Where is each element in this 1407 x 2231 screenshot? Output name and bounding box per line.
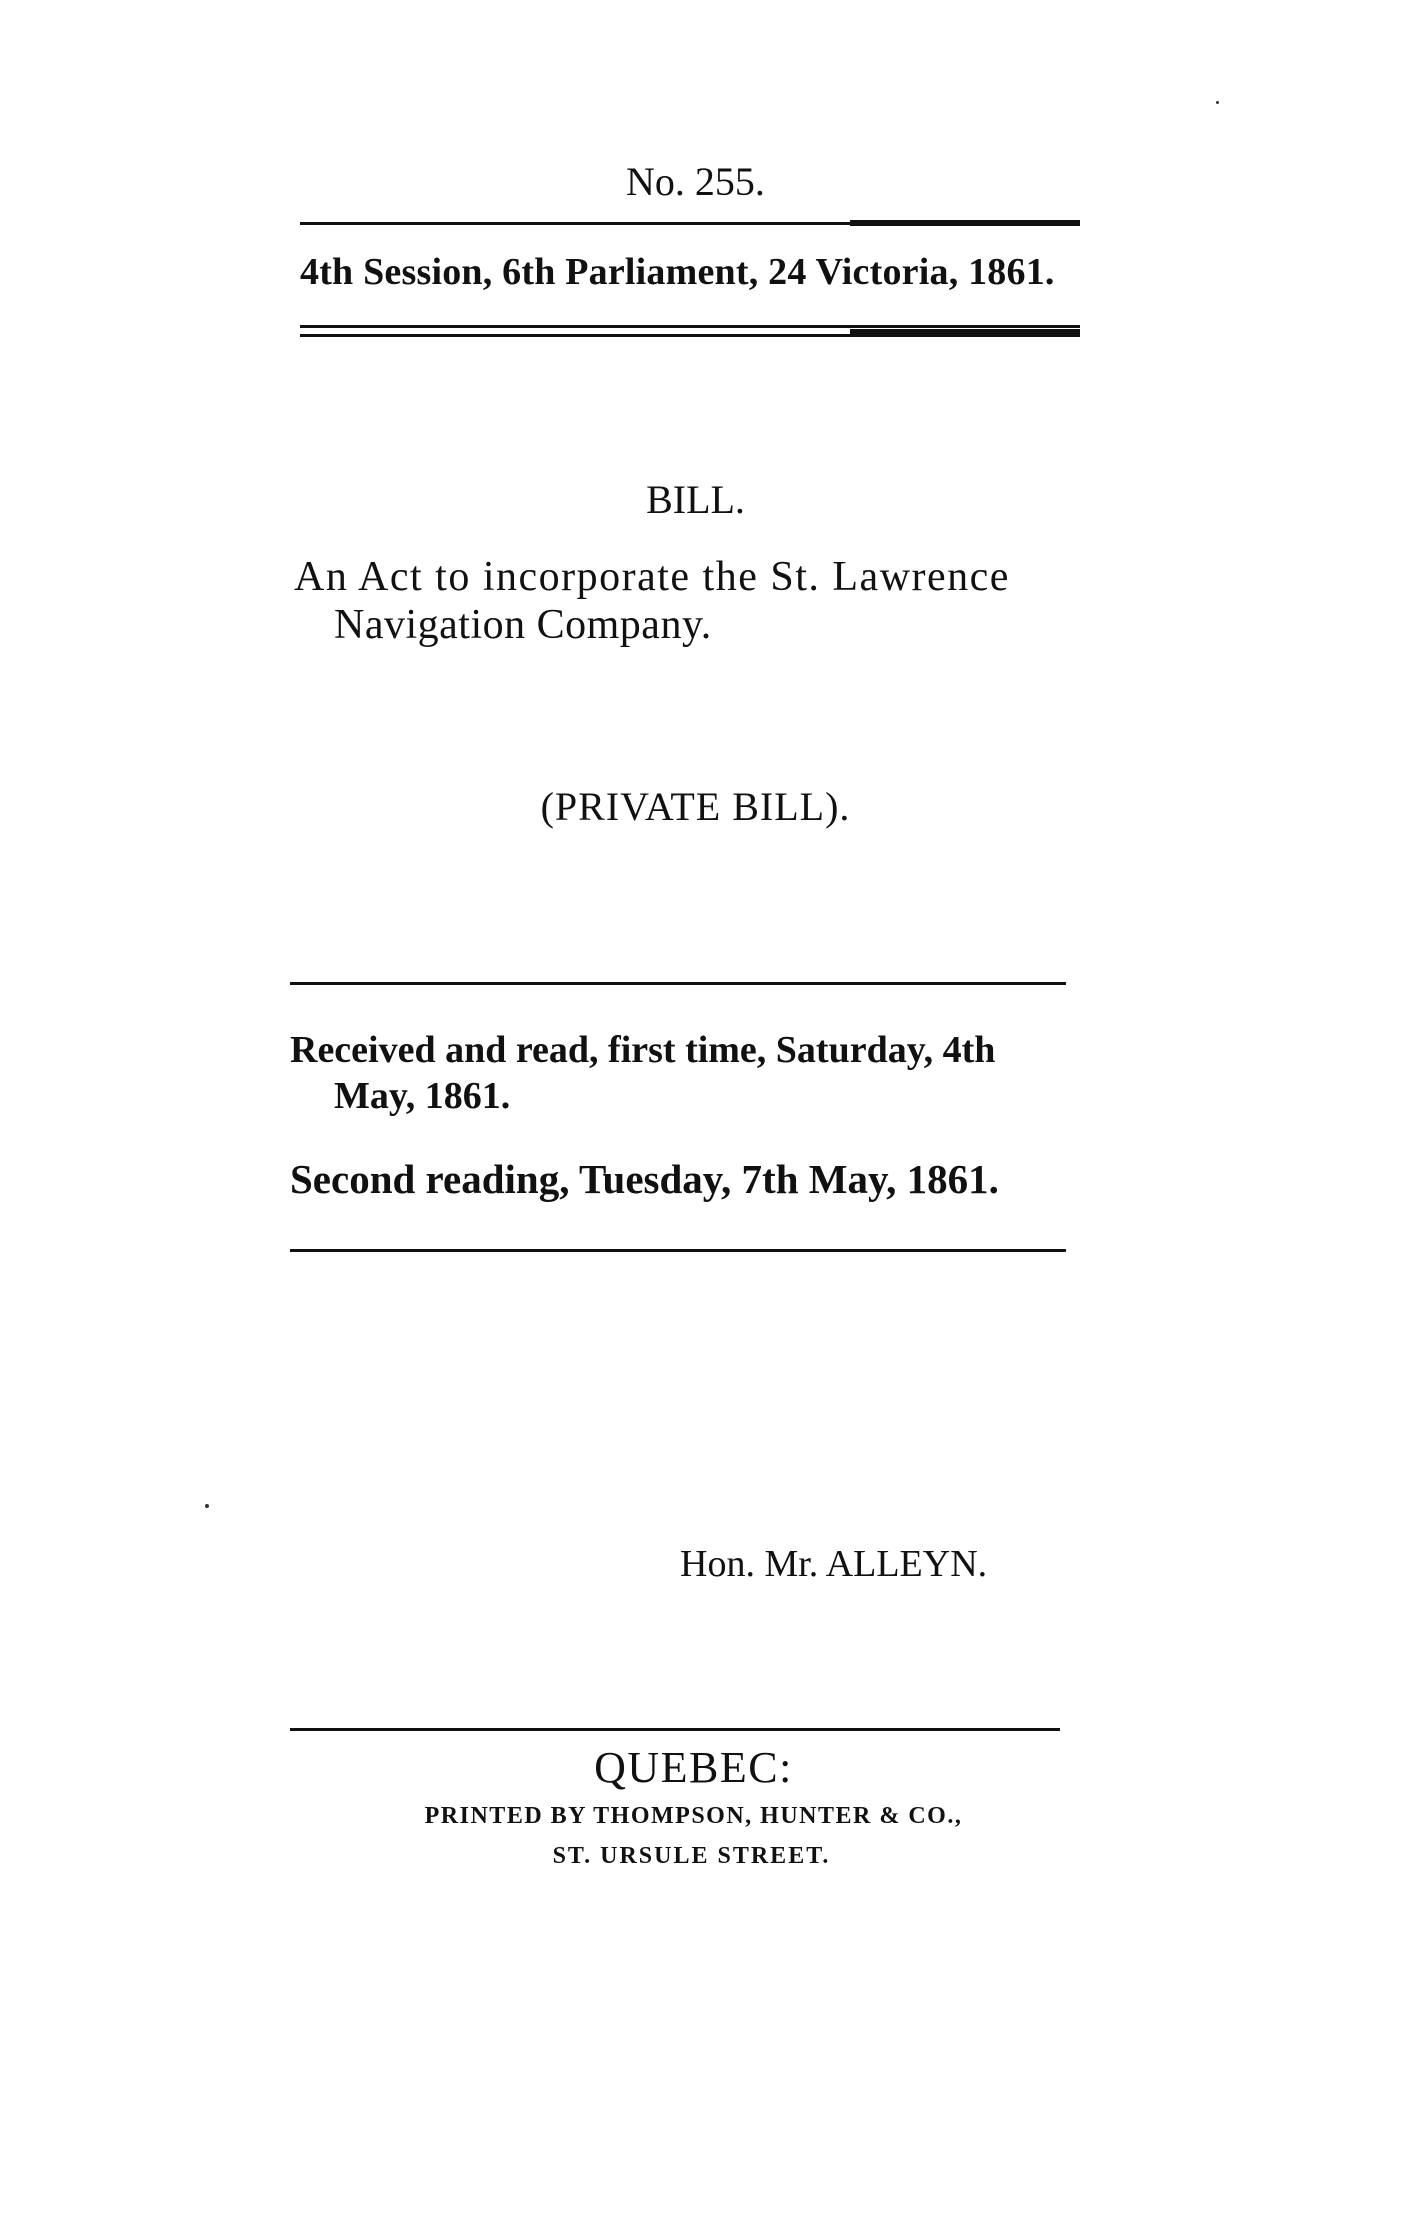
rule-top-2a <box>300 325 1080 328</box>
sponsor-name: Hon. Mr. ALLEYN. <box>680 1543 988 1585</box>
rule-bottom <box>290 1728 1060 1731</box>
first-reading-line2: May, 1861. <box>334 1075 511 1117</box>
imprint-printer: PRINTED BY THOMPSON, HUNTER & CO., <box>424 1803 963 1829</box>
bill-number: No. 255. <box>626 159 765 204</box>
bill-title-line1: An Act to incorporate the St. Lawrence <box>294 554 1010 600</box>
rule-mid-2 <box>290 1249 1066 1252</box>
speck-top-right <box>1216 101 1219 104</box>
imprint-city: QUEBEC: <box>594 1743 793 1792</box>
bill-type: (PRIVATE BILL). <box>540 784 851 829</box>
first-reading-line1: Received and read, first time, Saturday, 4th <box>290 1029 996 1071</box>
bill-title-line2: Navigation Company. <box>334 602 712 648</box>
imprint-street: ST. URSULE STREET. <box>552 1843 831 1869</box>
speck-left <box>205 1504 209 1508</box>
rule-top-1b <box>850 220 1080 226</box>
bill-heading: BILL. <box>646 477 745 522</box>
second-reading: Second reading, Tuesday, 7th May, 1861. <box>290 1156 999 1202</box>
rule-top-2c <box>850 329 1080 336</box>
rule-mid-1 <box>290 982 1066 985</box>
session-line: 4th Session, 6th Parliament, 24 Victoria, 1861. <box>300 251 1055 293</box>
